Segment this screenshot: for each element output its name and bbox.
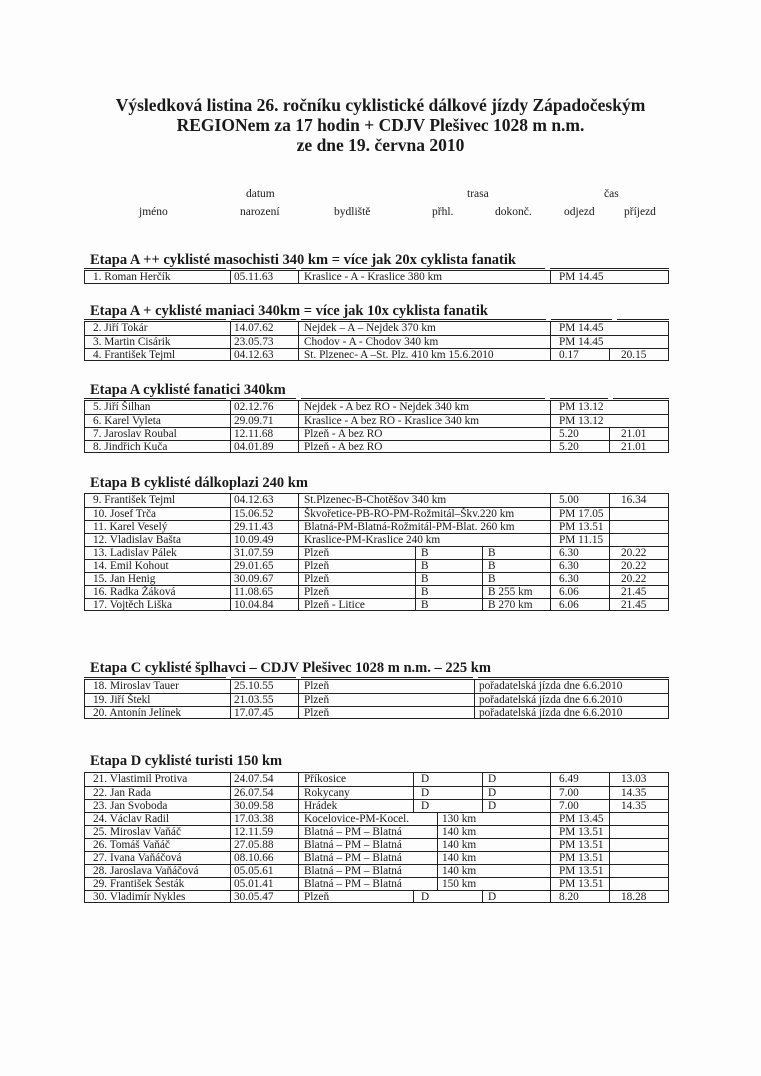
table-row	[85, 773, 668, 786]
completed-stage: D	[488, 891, 497, 903]
completed-stage: B 255 km	[488, 586, 533, 598]
departure-time: 7.00	[559, 787, 579, 799]
departure-time: 8.20	[559, 891, 579, 903]
column-rule	[230, 441, 231, 453]
departure-time: 6.06	[559, 586, 579, 598]
birth-date: 29.11.43	[234, 521, 274, 533]
departure-time: 6.30	[559, 547, 579, 559]
distance: 150 km	[442, 878, 477, 890]
birth-date: 30.05.47	[234, 891, 274, 903]
title-underline	[478, 677, 669, 678]
arrival-time: 14.35	[621, 800, 647, 812]
column-rule	[230, 707, 231, 719]
birth-date: 24.07.54	[234, 773, 274, 785]
departure-time: 5.20	[559, 441, 579, 453]
column-rule	[550, 891, 551, 903]
table-row	[85, 838, 668, 851]
birth-date: 14.07.62	[234, 322, 274, 334]
title-underline	[84, 319, 226, 320]
birth-date: 29.01.65	[234, 560, 274, 572]
section-table	[84, 772, 669, 903]
residence-route: St.Plzenec-B-Chotěšov 340 km	[304, 494, 447, 506]
column-rule	[609, 494, 610, 507]
residence-route: Plzeň - A bez RO	[304, 428, 383, 440]
header-prijezd: příjezd	[624, 206, 656, 218]
departure-time: 6.06	[559, 599, 579, 611]
column-rule	[298, 322, 299, 335]
table-row	[85, 546, 668, 559]
section-title: Etapa A ++ cyklisté masochisti 340 km = více jak 20x cyklista fanatik	[90, 252, 516, 268]
departure-time: 6.49	[559, 773, 579, 785]
title-underline	[617, 319, 669, 320]
table-row	[85, 693, 668, 706]
residence-route: Kraslice - A - Kraslice 380 km	[304, 271, 443, 283]
rider-name: 19. Jiří Štekl	[93, 694, 151, 706]
column-rule	[609, 349, 610, 361]
column-rule	[298, 494, 299, 507]
residence-route: Příkosice	[304, 773, 347, 785]
rider-name: 22. Jan Rada	[93, 787, 152, 799]
rider-name: 5. Jiří Šilhan	[93, 401, 151, 413]
birth-date: 21.03.55	[234, 694, 274, 706]
organizer-note: pořadatelská jízda dne 6.6.2010	[479, 707, 623, 719]
column-rule	[482, 773, 483, 786]
column-rule	[230, 891, 231, 903]
birth-date: 12.11.68	[234, 428, 274, 440]
section-title: Etapa D cyklisté turisti 150 km	[90, 753, 283, 769]
residence-route: Plzeň	[304, 694, 330, 706]
header-datum: datum	[246, 188, 275, 200]
birth-date: 30.09.58	[234, 800, 274, 812]
header-trasa: trasa	[467, 188, 489, 200]
column-rule	[298, 891, 299, 903]
arrival-time: 20.22	[621, 560, 647, 572]
table-row	[85, 348, 668, 361]
section-table	[84, 270, 669, 284]
header-bydliste: bydliště	[334, 206, 371, 218]
table-row	[85, 335, 668, 348]
column-rule	[482, 891, 483, 903]
birth-date: 30.09.67	[234, 573, 274, 585]
column-rule	[230, 401, 231, 414]
title-underline	[301, 319, 546, 320]
table-row	[85, 812, 668, 825]
title-underline	[550, 268, 669, 269]
residence-route: Plzeň	[304, 547, 330, 559]
column-rule	[550, 271, 551, 284]
rider-name: 4. František Tejml	[93, 349, 176, 361]
residence-route: Nejdek - A bez RO - Nejdek 340 km	[304, 401, 470, 413]
arrival-time: 20.15	[621, 349, 647, 361]
departure-time: PM 14.45	[559, 336, 604, 348]
table-row	[85, 271, 668, 284]
column-rule	[298, 349, 299, 361]
rider-name: 2. Jiří Tokár	[93, 322, 148, 334]
rider-name: 28. Jaroslava Vaňáčová	[93, 865, 199, 877]
section-table	[84, 679, 669, 719]
departure-time: 6.30	[559, 560, 579, 572]
header-odjezd: odjezd	[564, 206, 595, 218]
rider-name: 20. Antonín Jelínek	[93, 707, 182, 719]
section-title: Etapa C cyklisté šplhavci – CDJV Plešivec 1028 m n.m. – 225 km	[90, 660, 491, 676]
column-rule	[550, 441, 551, 453]
column-rule	[474, 707, 475, 719]
birth-date: 05.01.41	[234, 878, 274, 890]
table-row	[85, 322, 668, 335]
rider-name: 17. Vojtěch Liška	[93, 599, 172, 611]
column-rule	[550, 494, 551, 507]
residence-route: Rokycany	[304, 787, 350, 799]
residence-route: Chodov - A - Chodov 340 km	[304, 336, 439, 348]
table-row	[85, 851, 668, 864]
title-line-2: REGIONem za 17 hodin + CDJV Plešivec 1028 m n.m.	[176, 115, 585, 135]
departure-time: PM 13.45	[559, 813, 604, 825]
title-line-1: Výsledková listina 26. ročníku cyklistické dálkové jízdy Západočeským	[115, 95, 646, 115]
departure-time: PM 11.15	[559, 534, 604, 546]
title-underline	[84, 398, 226, 399]
table-row	[85, 520, 668, 533]
residence-route: Plzeň	[304, 573, 330, 585]
column-rule	[298, 271, 299, 284]
departure-time: PM 13.12	[559, 401, 604, 413]
departure-time: 5.20	[559, 428, 579, 440]
table-row	[85, 598, 668, 611]
departure-time: PM 13.51	[559, 878, 604, 890]
header-cas: čas	[604, 188, 619, 200]
rider-name: 25. Miroslav Vaňáč	[93, 826, 181, 838]
title-underline	[231, 319, 296, 320]
completed-stage: D	[488, 773, 497, 785]
birth-date: 04.12.63	[234, 494, 274, 506]
section-title: Etapa A cyklisté fanatici 340km	[90, 382, 286, 398]
departure-time: PM 14.45	[559, 322, 604, 334]
registered-stage: B	[421, 573, 429, 585]
residence-route: Blatná – PM – Blatná	[304, 826, 402, 838]
table-row	[85, 572, 668, 585]
column-rule	[550, 401, 551, 414]
rider-name: 9. František Tejml	[93, 494, 176, 506]
rider-name: 16. Radka Žáková	[93, 586, 176, 598]
column-rule	[230, 494, 231, 507]
column-rule	[609, 891, 610, 903]
title-line-3: ze dne 19. června 2010	[296, 135, 465, 155]
arrival-time: 21.01	[621, 428, 647, 440]
residence-route: Kraslice-PM-Kraslice 240 km	[304, 534, 441, 546]
title-underline	[551, 319, 612, 320]
column-rule	[230, 271, 231, 284]
section-table	[84, 321, 669, 361]
column-rule	[550, 349, 551, 361]
registered-stage: D	[421, 891, 430, 903]
birth-date: 15.06.52	[234, 508, 274, 520]
rider-name: 11. Karel Veselý	[93, 521, 168, 533]
residence-route: Blatná-PM-Blatná-Rožmitál-PM-Blat. 260 km	[304, 521, 515, 533]
departure-time: PM 13.51	[559, 839, 604, 851]
header-jmeno: jméno	[139, 206, 168, 218]
rider-name: 21. Vlastimil Protiva	[93, 773, 188, 785]
birth-date: 23.05.73	[234, 336, 274, 348]
birth-date: 10.04.84	[234, 599, 274, 611]
table-row	[85, 585, 668, 598]
residence-route: Hrádek	[304, 800, 338, 812]
column-rule	[609, 441, 610, 453]
rider-name: 27. Ivana Vaňáčová	[93, 852, 182, 864]
rider-name: 3. Martin Cisárik	[93, 336, 171, 348]
registered-stage: B	[421, 547, 429, 559]
table-row	[85, 440, 668, 453]
rider-name: 30. Vladimír Nykles	[93, 891, 186, 903]
birth-date: 25.10.55	[234, 680, 274, 692]
column-rule	[609, 599, 610, 611]
column-rule	[550, 773, 551, 786]
rider-name: 8. Jindřich Kuča	[93, 441, 168, 453]
title-underline	[84, 268, 226, 269]
arrival-time: 13.03	[621, 773, 647, 785]
organizer-note: pořadatelská jízda dne 6.6.2010	[479, 694, 623, 706]
table-row	[85, 706, 668, 719]
arrival-time: 16.34	[621, 494, 647, 506]
table-row	[85, 427, 668, 440]
column-rule	[474, 680, 475, 693]
birth-date: 29.09.71	[234, 415, 274, 427]
arrival-time: 18.28	[621, 891, 647, 903]
residence-route: Plzeň - Litice	[304, 599, 365, 611]
section-title: Etapa A + cyklisté maniaci 340km = více jak 10x cyklista fanatik	[90, 303, 488, 319]
table-row	[85, 494, 668, 507]
registered-stage: D	[421, 787, 430, 799]
rider-name: 15. Jan Henig	[93, 573, 156, 585]
birth-date: 08.10.66	[234, 852, 274, 864]
column-rule	[413, 891, 414, 903]
table-row	[85, 507, 668, 520]
column-rule	[550, 322, 551, 335]
table-row	[85, 533, 668, 546]
birth-date: 11.08.65	[234, 586, 274, 598]
title-underline	[301, 677, 473, 678]
table-row	[85, 414, 668, 427]
arrival-time: 21.45	[621, 599, 647, 611]
section-table	[84, 493, 669, 611]
residence-route: Blatná – PM – Blatná	[304, 852, 402, 864]
registered-stage: B	[421, 599, 429, 611]
departure-time: 0.17	[559, 349, 579, 361]
arrival-time: 21.01	[621, 441, 647, 453]
rider-name: 10. Josef Trča	[93, 508, 157, 520]
residence-route: Kraslice - A bez RO - Kraslice 340 km	[304, 415, 480, 427]
table-row	[85, 401, 668, 414]
column-rule	[609, 773, 610, 786]
organizer-note: pořadatelská jízda dne 6.6.2010	[479, 680, 623, 692]
completed-stage: B 270 km	[488, 599, 533, 611]
departure-time: PM 17.05	[559, 508, 604, 520]
birth-date: 05.05.61	[234, 865, 274, 877]
completed-stage: B	[488, 573, 496, 585]
title-underline	[231, 398, 296, 399]
column-rule	[230, 349, 231, 361]
section-title: Etapa B cyklisté dálkoplazi 240 km	[90, 475, 308, 491]
rider-name: 6. Karel Vyleta	[93, 415, 161, 427]
residence-route: Nejdek – A – Nejdek 370 km	[304, 322, 436, 334]
rider-name: 14. Emil Kohout	[93, 560, 169, 572]
birth-date: 26.07.54	[234, 787, 274, 799]
rider-name: 24. Václav Radil	[93, 813, 170, 825]
residence-route: Plzeň	[304, 707, 330, 719]
departure-time: PM 13.51	[559, 826, 604, 838]
departure-time: 6.30	[559, 573, 579, 585]
rider-name: 7. Jaroslav Roubal	[93, 428, 177, 440]
column-rule	[413, 773, 414, 786]
distance: 140 km	[442, 865, 477, 877]
column-rule	[230, 322, 231, 335]
registered-stage: D	[421, 800, 430, 812]
table-row	[85, 786, 668, 799]
birth-date: 02.12.76	[234, 401, 274, 413]
arrival-time: 20.22	[621, 547, 647, 559]
arrival-time: 14.35	[621, 787, 647, 799]
section-table	[84, 400, 669, 453]
column-rule	[298, 680, 299, 693]
departure-time: 5.00	[559, 494, 579, 506]
column-rule	[298, 441, 299, 453]
column-rule	[230, 680, 231, 693]
header-dokonc: dokonč.	[495, 206, 532, 218]
registered-stage: D	[421, 773, 430, 785]
column-rule	[298, 707, 299, 719]
birth-date: 04.12.63	[234, 349, 274, 361]
distance: 130 km	[442, 813, 477, 825]
birth-date: 27.05.88	[234, 839, 274, 851]
column-rule	[298, 599, 299, 611]
registered-stage: B	[421, 586, 429, 598]
table-row	[85, 877, 668, 890]
birth-date: 17.03.38	[234, 813, 274, 825]
title-underline	[550, 398, 608, 399]
registered-stage: B	[421, 560, 429, 572]
departure-time: PM 13.51	[559, 852, 604, 864]
column-rule	[298, 401, 299, 414]
title-underline	[231, 677, 296, 678]
column-rule	[482, 599, 483, 611]
table-row	[85, 799, 668, 812]
arrival-time: 21.45	[621, 586, 647, 598]
completed-stage: B	[488, 547, 496, 559]
departure-time: PM 14.45	[559, 271, 604, 283]
residence-route: Blatná – PM – Blatná	[304, 839, 402, 851]
column-rule	[230, 599, 231, 611]
departure-time: PM 13.51	[559, 521, 604, 533]
column-rule	[415, 599, 416, 611]
residence-route: Blatná – PM – Blatná	[304, 878, 402, 890]
arrival-time: 20.22	[621, 573, 647, 585]
title-underline	[301, 398, 545, 399]
distance: 140 km	[442, 852, 477, 864]
column-rule	[550, 599, 551, 611]
table-row	[85, 680, 668, 693]
rider-name: 13. Ladislav Pálek	[93, 547, 177, 559]
distance: 140 km	[442, 826, 477, 838]
departure-time: 7.00	[559, 800, 579, 812]
birth-date: 05.11.63	[234, 271, 274, 283]
completed-stage: D	[488, 787, 497, 799]
departure-time: PM 13.12	[559, 415, 604, 427]
residence-route: St. Plzenec- A –St. Plz. 410 km 15.6.2010	[304, 349, 494, 361]
residence-route: Blatná – PM – Blatná	[304, 865, 402, 877]
title-underline	[613, 398, 669, 399]
rider-name: 26. Tomáš Vaňáč	[93, 839, 170, 851]
column-rule	[298, 773, 299, 786]
residence-route: Kocelovice-PM-Kocel.	[304, 813, 410, 825]
table-row	[85, 559, 668, 572]
completed-stage: B	[488, 560, 496, 572]
title-underline	[231, 268, 296, 269]
residence-route: Plzeň	[304, 586, 330, 598]
residence-route: Plzeň - A bez RO	[304, 441, 383, 453]
rider-name: 1. Roman Herčík	[93, 271, 171, 283]
completed-stage: D	[488, 800, 497, 812]
birth-date: 17.07.45	[234, 707, 274, 719]
title-underline	[301, 268, 545, 269]
rider-name: 23. Jan Svoboda	[93, 800, 168, 812]
birth-date: 12.11.59	[234, 826, 274, 838]
rider-name: 18. Miroslav Tauer	[93, 680, 179, 692]
residence-route: Plzeň	[304, 680, 330, 692]
residence-route: Plzeň	[304, 891, 330, 903]
table-row	[85, 864, 668, 877]
birth-date: 04.01.89	[234, 441, 274, 453]
column-rule	[230, 773, 231, 786]
residence-route: Plzeň	[304, 560, 330, 572]
rider-name: 29. František Šesták	[93, 878, 185, 890]
header-prihl: přhl.	[432, 206, 454, 218]
table-row	[85, 825, 668, 838]
title-underline	[84, 677, 226, 678]
birth-date: 31.07.59	[234, 547, 274, 559]
residence-route: Škvořetice-PB-RO-PM-Rožmitál–Škv.220 km	[304, 508, 515, 520]
distance: 140 km	[442, 839, 477, 851]
rider-name: 12. Vladislav Bašta	[93, 534, 181, 546]
table-row	[85, 890, 668, 903]
birth-date: 10.09.49	[234, 534, 274, 546]
header-narozeni: narození	[240, 206, 280, 218]
departure-time: PM 13.51	[559, 865, 604, 877]
